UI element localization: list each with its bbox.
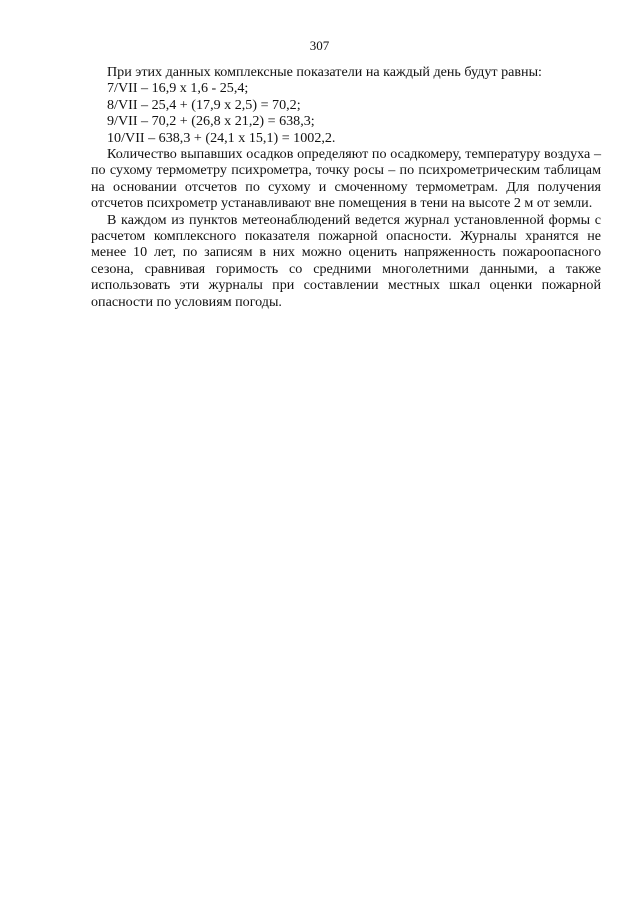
- paragraph: В каждом из пунктов метеонаблюдений ведется журнал установленной формы с расчетом комплексного показателя пожарной опасности. Журналы хранятся не менее 10 лет, по записям в них можно оценить напряженность пожароопасного сезона, сравнивая горимость со средними многолетними данными, а также использовать эти журналы при составлении местных шкал оценки пожарной опасности по условиям погоды.: [91, 211, 601, 310]
- formula-line: 7/VII – 16,9 х 1,6 - 25,4;: [107, 80, 249, 97]
- formula-line: 10/VII – 638,3 + (24,1 х 15,1) = 1002,2.: [107, 129, 336, 146]
- formula-line: 8/VII – 25,4 + (17,9 х 2,5) = 70,2;: [107, 96, 301, 113]
- paragraph: Количество выпавших осадков определяют по осадкомеру, температуру воздуха – по сухому термометру психрометра, точку росы – по психрометрическим таблицам на основании отсчетов по сухому и смоченному термометрам. Для получения отсчетов психрометр устанавливают вне помещения в тени на высоте 2 м от земли.: [91, 146, 601, 212]
- page-number: 307: [309, 38, 330, 53]
- intro-line: При этих данных комплексные показатели на каждый день будут равны:: [107, 64, 542, 80]
- formula-line: 9/VII – 70,2 + (26,8 х 21,2) = 638,3;: [107, 113, 315, 130]
- page-body: [91, 64, 601, 310]
